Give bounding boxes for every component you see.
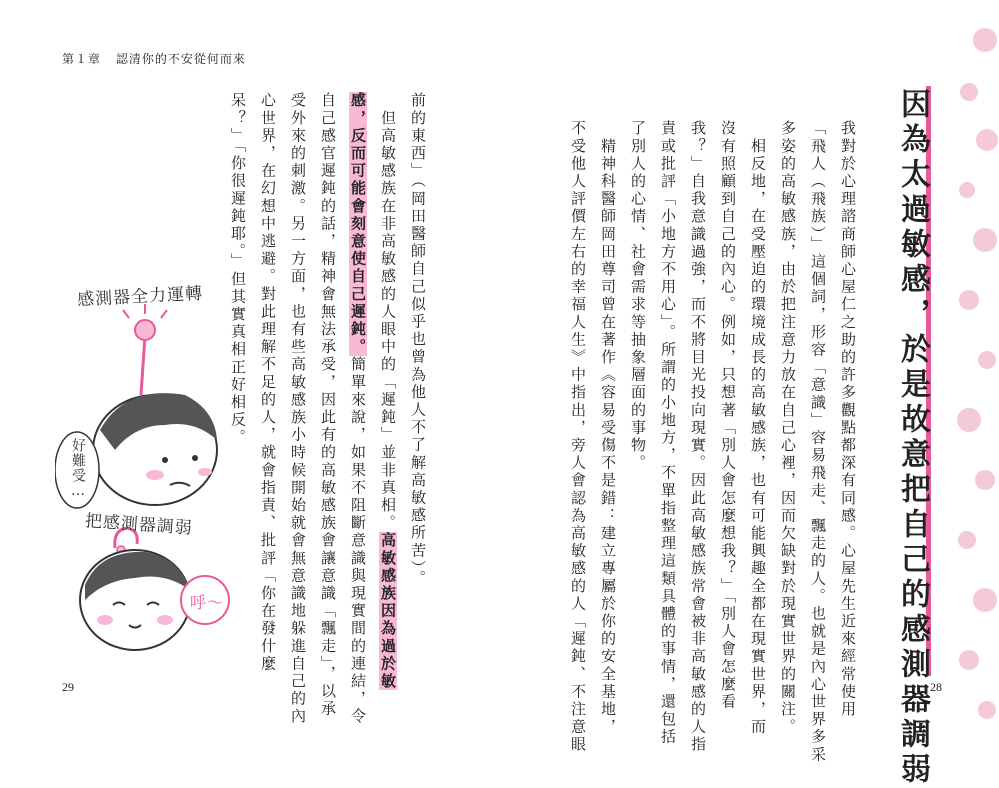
speech-text-right: 呼～	[190, 593, 225, 612]
text-column: 不受他人評價左右的幸福人生》中指出，旁人會認為高敏感的人「遲鈍、不注意眼	[569, 120, 587, 754]
text-column	[410, 92, 425, 587]
text-column: 精神科醫師岡田尊司曾在著作《容易受傷不是錯：建立專屬於你的安全基地，	[599, 120, 617, 736]
caption-sensor-full: 感測器全力運轉	[76, 283, 204, 311]
text-column	[290, 92, 305, 726]
highlighted-text: 感，反而可能會刻意使自己遲鈍。	[349, 92, 367, 356]
text-run: 簡單來說，如果不阻斷意識與現實間的連結，令	[349, 356, 367, 726]
text-column: 了別人的心情、社會需求等抽象層面的事物。	[629, 120, 647, 472]
relaxed-face-icon	[80, 550, 190, 650]
text-column	[380, 92, 395, 690]
text-column: 「飛人（飛族）」這個詞，形容「意識」容易飛走、飄走的人。也就是內心世界多采	[809, 120, 827, 764]
chapter-number: 第１章	[62, 52, 102, 66]
speech-text-left: 好難受…	[70, 438, 86, 500]
text-column: 相反地，在受壓迫的環境成長的高敏感族，也有可能興趣全都在現實世界，而	[749, 120, 767, 736]
text-run: 呆？」「你很遲鈍耶。」但其實真相正好相反。	[229, 92, 247, 447]
text-column: 沒有照顧到自己的內心。例如，只想著「別人會怎麼想我？」「別人會怎麼看	[719, 120, 737, 711]
text-run: 自己感官遲鈍的話，精神會無法承受，因此有的高敏感族會讓意識「飄走」，以承	[319, 92, 337, 719]
text-column: 責或批評「小地方不用心」。所謂的小地方，不單指整理這類具體的事情，還包括	[659, 120, 677, 747]
decorative-dots-stripe	[955, 0, 999, 734]
text-column: 多姿的高敏感族，由於把注意力放在自己心裡，因而欠缺對於現實世界的關注。	[779, 120, 797, 736]
section-title: 因為太過敏感，於是故意把自己的感測器調弱	[895, 88, 930, 788]
text-column	[350, 92, 365, 726]
text-column: 我？」自我意識過強，而不將目光投向現實。因此高敏感族常會被非高敏感的人指	[689, 120, 707, 754]
text-column: 我對於心理諮商師心屋仁之助的許多觀點都深有同感。心屋先生近來經常使用	[839, 120, 857, 719]
page-number-right: 28	[930, 680, 942, 694]
text-run: 前的東西」（岡田醫師自己似乎也曾為他人不了解高敏感所苦）。	[409, 92, 427, 588]
illustration	[55, 270, 230, 660]
worried-face-icon	[93, 393, 217, 505]
text-column	[260, 92, 275, 673]
caption-sensor-weaken: 把感測器調弱	[84, 511, 194, 539]
text-run: 但高敏感族在非高敏感的人眼中的「遲鈍」並非真相。	[379, 92, 397, 532]
text-run: 受外來的刺激。另一方面，也有些高敏感族小時候開始就會無意識地躲進自己的內	[289, 92, 307, 726]
sensor-antenna-icon	[123, 304, 167, 395]
text-column	[320, 92, 335, 718]
text-column	[230, 92, 245, 447]
text-run: 心世界，在幻想中逃避。對此理解不足的人，就會指責、批評「你在發什麼	[259, 92, 277, 673]
running-header	[62, 50, 256, 67]
page-number-left: 29	[62, 680, 74, 694]
chapter-title: 認清你的不安從何而來	[115, 52, 246, 66]
highlighted-text: 高敏感族因為過於敏	[379, 532, 397, 691]
